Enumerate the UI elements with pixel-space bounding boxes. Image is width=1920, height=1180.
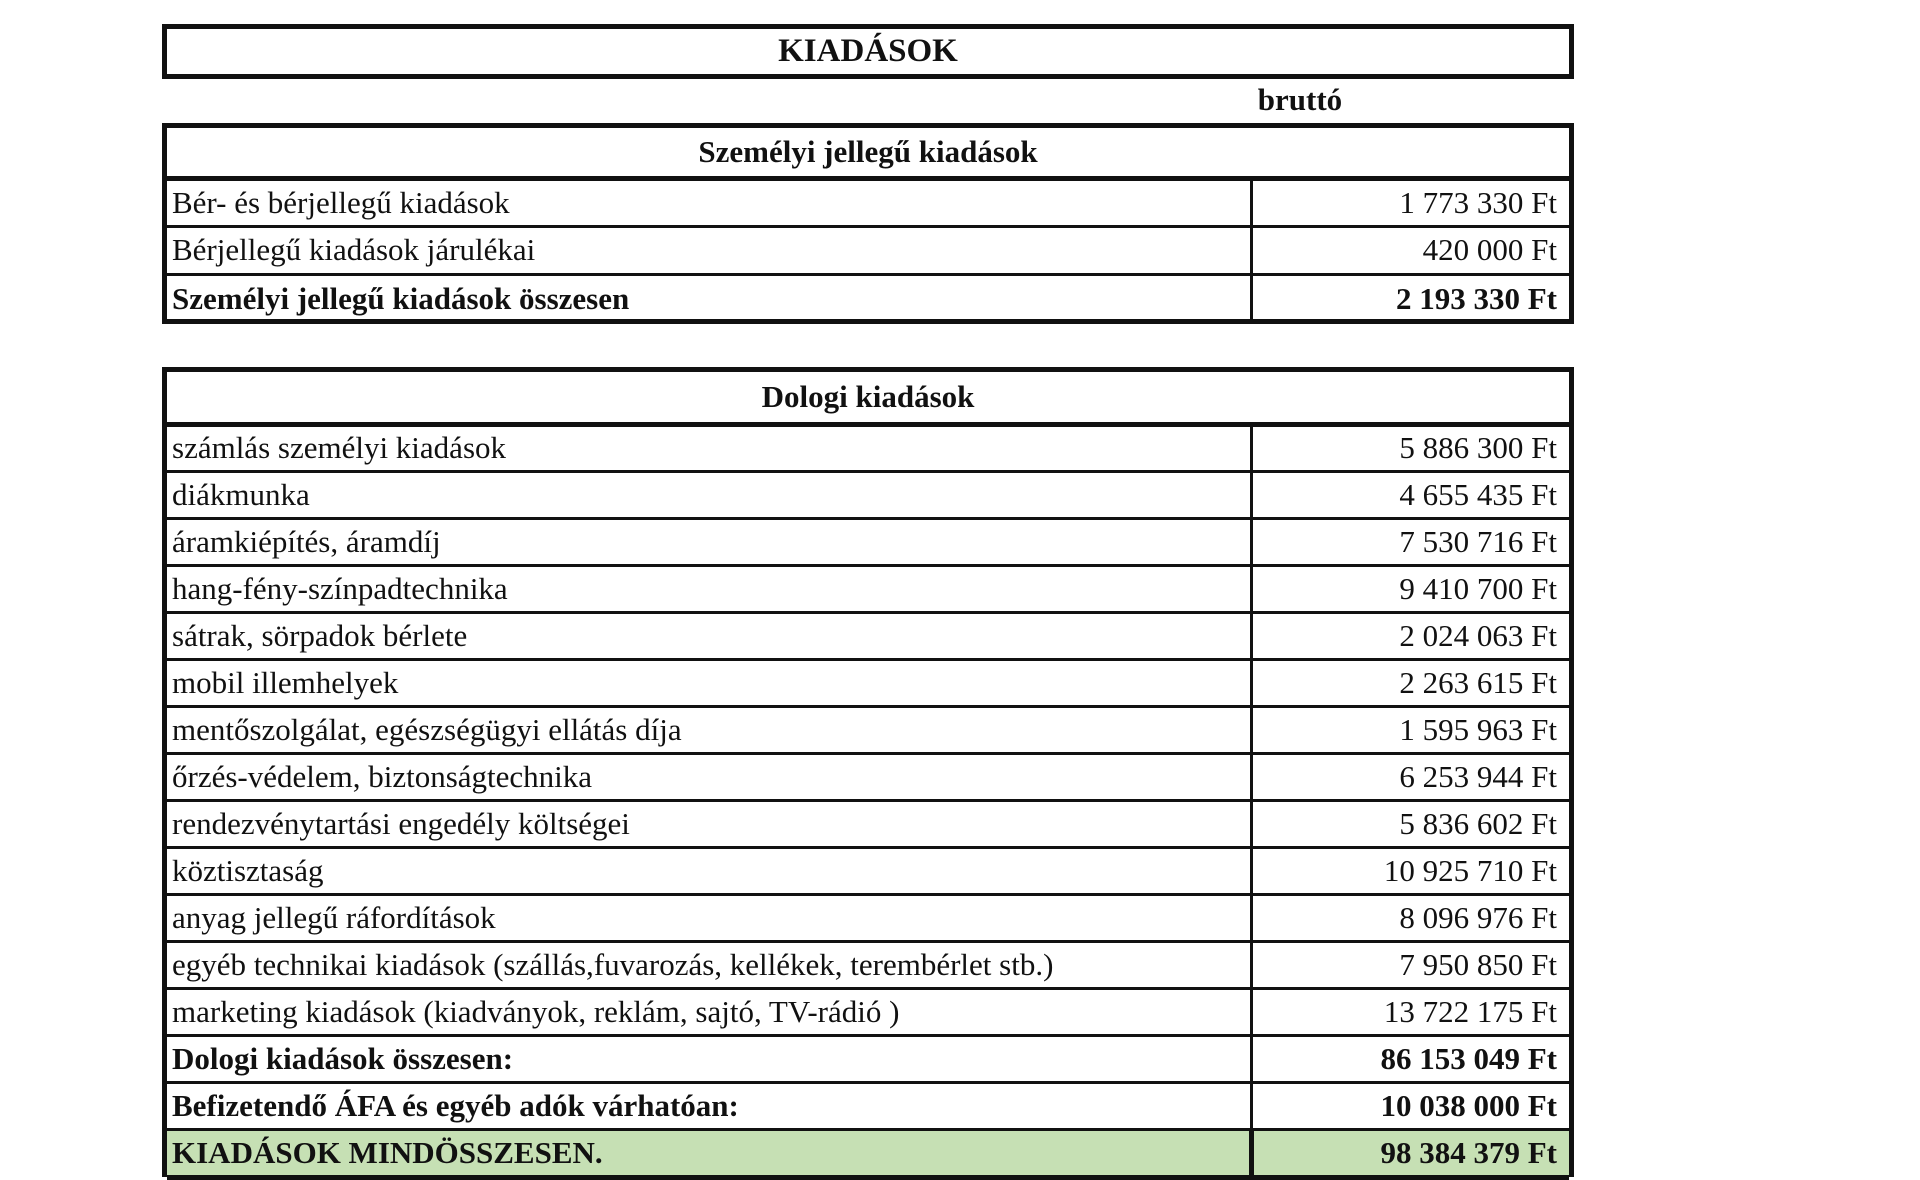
total-amount: 2 193 330 Ft: [1395, 280, 1557, 316]
table-row: [167, 178, 1569, 226]
row-amount: 8 096 976 Ft: [1251, 894, 1569, 941]
section-heading-row: [167, 372, 1569, 424]
row-amount: 2 263 615 Ft: [1251, 659, 1569, 706]
row-label: számlás személyi kiadások: [167, 424, 1251, 471]
table-row: [167, 847, 1569, 894]
grand-total-row: [167, 1129, 1569, 1177]
personal-expenses-table: [162, 123, 1574, 324]
table-row: [167, 518, 1569, 565]
table-row: [167, 894, 1569, 941]
page-title: KIADÁSOK: [778, 33, 958, 69]
table-row: [167, 226, 1569, 274]
row-amount: 7 950 850 Ft: [1251, 941, 1569, 988]
row-amount: 5 836 602 Ft: [1251, 800, 1569, 847]
grand-total-amount: 98 384 379 Ft: [1251, 1129, 1569, 1177]
total-label: Dologi kiadások összesen:: [167, 1035, 1251, 1082]
tax-row: [167, 1082, 1569, 1129]
row-amount: 5 886 300 Ft: [1251, 424, 1569, 471]
row-label: marketing kiadások (kiadványok, reklám, sajtó, TV-rádió ): [167, 988, 1251, 1035]
row-amount: 1 595 963 Ft: [1251, 706, 1569, 753]
row-label: rendezvénytartási engedély költségei: [167, 800, 1251, 847]
row-amount: 10 925 710 Ft: [1251, 847, 1569, 894]
row-amount: 2 024 063 Ft: [1251, 612, 1569, 659]
total-row: [167, 1035, 1569, 1082]
section-heading: Dologi kiadások: [167, 372, 1569, 424]
row-amount: 9 410 700 Ft: [1251, 565, 1569, 612]
row-amount: 6 253 944 Ft: [1251, 753, 1569, 800]
total-amount: 86 153 049 Ft: [1251, 1035, 1569, 1082]
row-label: köztisztaság: [167, 847, 1251, 894]
table-row: [167, 988, 1569, 1035]
row-label: mentőszolgálat, egészségügyi ellátás díja: [167, 706, 1251, 753]
table-row: [167, 471, 1569, 518]
table-row: [167, 941, 1569, 988]
table-row: [167, 565, 1569, 612]
column-label-brutto: bruttó: [1257, 82, 1343, 117]
row-label: Bér- és bérjellegű kiadások: [167, 178, 1251, 226]
row-amount: 4 655 435 Ft: [1251, 471, 1569, 518]
total-label: Személyi jellegű kiadások összesen: [167, 274, 1251, 322]
row-amount: 420 000 Ft: [1251, 226, 1569, 274]
row-amount: 13 722 175 Ft: [1251, 988, 1569, 1035]
row-label: anyag jellegű ráfordítások: [167, 894, 1251, 941]
table-row: [167, 800, 1569, 847]
table-row: [167, 753, 1569, 800]
table-row: [167, 612, 1569, 659]
row-label: egyéb technikai kiadások (szállás,fuvarozás, kellékek, terembérlet stb.): [167, 941, 1251, 988]
row-label: sátrak, sörpadok bérlete: [167, 612, 1251, 659]
total-row: [167, 274, 1569, 322]
material-expenses-table: [162, 367, 1574, 1177]
grand-total-label: KIADÁSOK MINDÖSSZESEN.: [167, 1129, 1251, 1177]
title-box: [162, 24, 1574, 79]
tax-amount: 10 038 000 Ft: [1251, 1082, 1569, 1129]
row-label: Bérjellegű kiadások járulékai: [167, 226, 1251, 274]
row-label: diákmunka: [167, 471, 1251, 518]
table-row: [167, 659, 1569, 706]
row-label: áramkiépítés, áramdíj: [167, 518, 1251, 565]
row-amount: 7 530 716 Ft: [1251, 518, 1569, 565]
table-row: [167, 424, 1569, 471]
table-row: [167, 706, 1569, 753]
tax-label: Befizetendő ÁFA és egyéb adók várhatóan:: [167, 1082, 1251, 1129]
row-label: hang-fény-színpadtechnika: [167, 565, 1251, 612]
row-amount: 1 773 330 Ft: [1251, 178, 1569, 226]
row-label: mobil illemhelyek: [167, 659, 1251, 706]
section-heading-row: [167, 128, 1569, 178]
row-label: őrzés-védelem, biztonságtechnika: [167, 753, 1251, 800]
section-heading: Személyi jellegű kiadások: [167, 128, 1569, 178]
